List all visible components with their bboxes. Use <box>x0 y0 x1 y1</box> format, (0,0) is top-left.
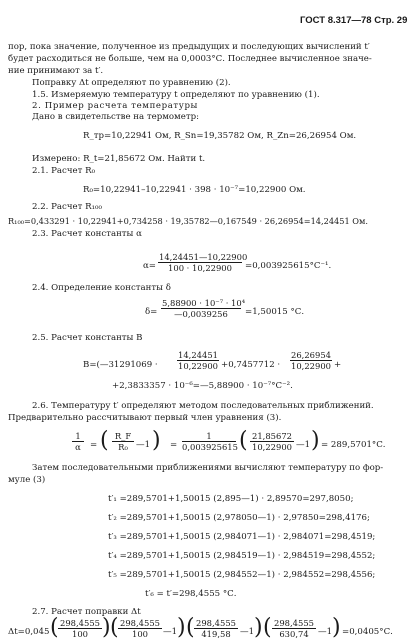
text-line: муле (3) <box>8 475 46 485</box>
d-fraction-1 <box>58 619 102 639</box>
fraction-denominator: 100 · 10,22900 <box>168 263 232 274</box>
formula-lhs: δ= <box>145 307 158 317</box>
formula-result: =0,003925615°С⁻¹. <box>245 261 332 271</box>
subsection-heading: 2.7. Расчет поправки Δt <box>32 607 141 617</box>
d-fraction-2 <box>118 619 162 639</box>
fraction-numerator: 5,88900 · 10⁻⁷ · 10⁴ <box>162 298 246 308</box>
fraction-denominator: 10,22900 <box>178 361 218 372</box>
fraction-numerator: R_F <box>112 432 134 442</box>
d-fraction-4 <box>272 619 316 639</box>
formula-sign: = <box>90 440 98 450</box>
text-line: 1.5. Измеряемую температуру t определяют по уравнению (1). <box>32 90 320 100</box>
text-line: будет расходиться не больше, чем на 0,0003°С. Последнее вычисленное значе- <box>8 54 372 64</box>
fraction-numerator: 14,24451—10,22900 <box>159 252 248 262</box>
subsection-heading: 2.2. Расчет R₁₀₀ <box>32 202 102 212</box>
formula-line: R₀=10,22941–10,22941 · 398 · 10⁻⁷=10,22900 Ом. <box>83 185 306 195</box>
subsection-heading: 2.5. Расчет константы B <box>32 333 143 343</box>
formula-result: = 289,5701°С. <box>321 440 386 450</box>
standard-number: ГОСТ 8.317—78 <box>300 15 372 26</box>
fraction-numerator: 1 <box>72 432 84 442</box>
formula-line: R_тр=10,22941 Ом, R_Sn=19,35782 Ом, R_Zn=26,26954 Ом. <box>83 131 357 141</box>
subsection-heading: 2.1. Расчет R₀ <box>32 166 96 176</box>
fraction-numerator: 298,4555 <box>118 619 162 629</box>
subsection-heading: 2.4. Определение константы δ <box>32 283 171 293</box>
text-line: пор, пока значение, полученное из предыдущих и последующих вычислений t′ <box>8 42 370 52</box>
fraction-numerator: 14,24451 <box>178 350 218 360</box>
fraction-numerator: 21,85672 <box>250 432 294 442</box>
text-line: Измерено: R_t=21,85672 Ом. Найти t. <box>32 154 206 164</box>
b-fraction-2 <box>290 351 332 371</box>
formula-line: R₁₀₀=0,433291 · 10,22941+0,734258 · 19,35782—0,167549 · 26,26954=14,24451 Ом. <box>8 216 368 226</box>
iteration-line: t′₃ =289,5701+1,50015 (2,984071—1) · 2,984071=298,4519; <box>108 532 376 542</box>
text-line: Поправку Δt определяют по уравнению (2). <box>32 78 231 88</box>
text-line: Затем последовательными приближениями вычисляют температуру по фор- <box>32 463 384 473</box>
text-line: Предварительно рассчитывают первый член уравнения (3). <box>8 413 282 423</box>
open-paren: ( <box>110 615 119 640</box>
section-heading: 2. Пример расчета температуры <box>32 101 198 111</box>
fraction-denominator: 10,22900 <box>252 442 292 453</box>
alpha-fraction <box>158 252 248 274</box>
fraction-denominator: 419,58 <box>201 629 231 640</box>
formula-lhs: Δt=0,045 <box>8 627 50 637</box>
close-paren: ) <box>152 428 161 453</box>
iteration-line: t′₆ = t′=298,4555 °С. <box>145 589 237 599</box>
fraction-denominator: 100 <box>72 629 88 640</box>
page-header <box>300 16 407 26</box>
close-paren: ) <box>311 428 320 453</box>
fraction-denominator: 10,22900 <box>291 361 331 372</box>
close-paren: ) <box>254 615 263 640</box>
fraction-numerator: 26,26954 <box>291 350 331 360</box>
open-paren: ( <box>186 615 195 640</box>
open-paren: ( <box>239 428 248 453</box>
formula-line: B=(—31291069 · <box>83 360 158 370</box>
iteration-line: t′₁ =289,5701+1,50015 (2,895—1) · 2,89570=297,8050; <box>108 494 354 504</box>
formula-term: —1 <box>240 627 255 637</box>
fraction-numerator: 298,4555 <box>58 619 102 629</box>
iteration-line: t′₂ =289,5701+1,50015 (2,978050—1) · 2,97850=298,4176; <box>108 513 370 523</box>
fraction-denominator: 0,003925615 <box>182 442 238 453</box>
open-paren: ( <box>100 428 109 453</box>
close-paren: ) <box>177 615 186 640</box>
subsection-heading: 2.3. Расчет константы α <box>32 229 142 239</box>
delta-fraction <box>161 298 246 320</box>
formula-term: —1 <box>318 627 333 637</box>
formula-result: =1,50015 °С. <box>245 307 305 317</box>
t-fraction-3 <box>182 432 236 452</box>
b-fraction-1 <box>177 351 219 371</box>
close-paren: ) <box>332 615 341 640</box>
formula-term: —1 <box>136 440 151 450</box>
iteration-line: t′₅ =289,5701+1,50015 (2,984552—1) · 2,984552=298,4556; <box>108 570 376 580</box>
open-paren: ( <box>50 615 59 640</box>
text-line: Дано в свидетельстве на термометр: <box>32 112 199 122</box>
open-paren: ( <box>263 615 272 640</box>
fraction-denominator: R₀ <box>118 442 128 453</box>
text-line: 2.6. Температуру t′ определяют методом последовательных приближений. <box>32 401 374 411</box>
fraction-numerator: 298,4555 <box>272 619 316 629</box>
formula-term: —1 <box>163 627 178 637</box>
formula-lhs: α= <box>143 261 157 271</box>
close-paren: ) <box>102 615 111 640</box>
t-fraction-2 <box>112 432 134 452</box>
t-fraction-4 <box>250 432 294 452</box>
formula-line: + <box>334 360 342 370</box>
formula-result: =0,0405°С. <box>342 627 393 637</box>
t-fraction-1 <box>72 432 84 452</box>
d-fraction-3 <box>194 619 238 639</box>
fraction-denominator: —0,0039256 <box>174 309 228 320</box>
formula-sign: = <box>170 440 178 450</box>
fraction-numerator: 1 <box>182 432 236 442</box>
formula-line: +0,7457712 · <box>221 360 281 370</box>
iteration-line: t′₄ =289,5701+1,50015 (2,984519—1) · 2,984519=298,4552; <box>108 551 376 561</box>
formula-line: +2,3833357 · 10⁻⁶=—5,88900 · 10⁻⁷°С⁻². <box>112 381 293 391</box>
fraction-denominator: 100 <box>132 629 148 640</box>
fraction-numerator: 298,4555 <box>194 619 238 629</box>
formula-term: —1 <box>296 440 311 450</box>
fraction-denominator: 630,74 <box>279 629 309 640</box>
fraction-denominator: α <box>75 442 81 453</box>
page-number: Стр. 29 <box>374 15 408 26</box>
text-line: ние принимают за t′. <box>8 66 104 76</box>
